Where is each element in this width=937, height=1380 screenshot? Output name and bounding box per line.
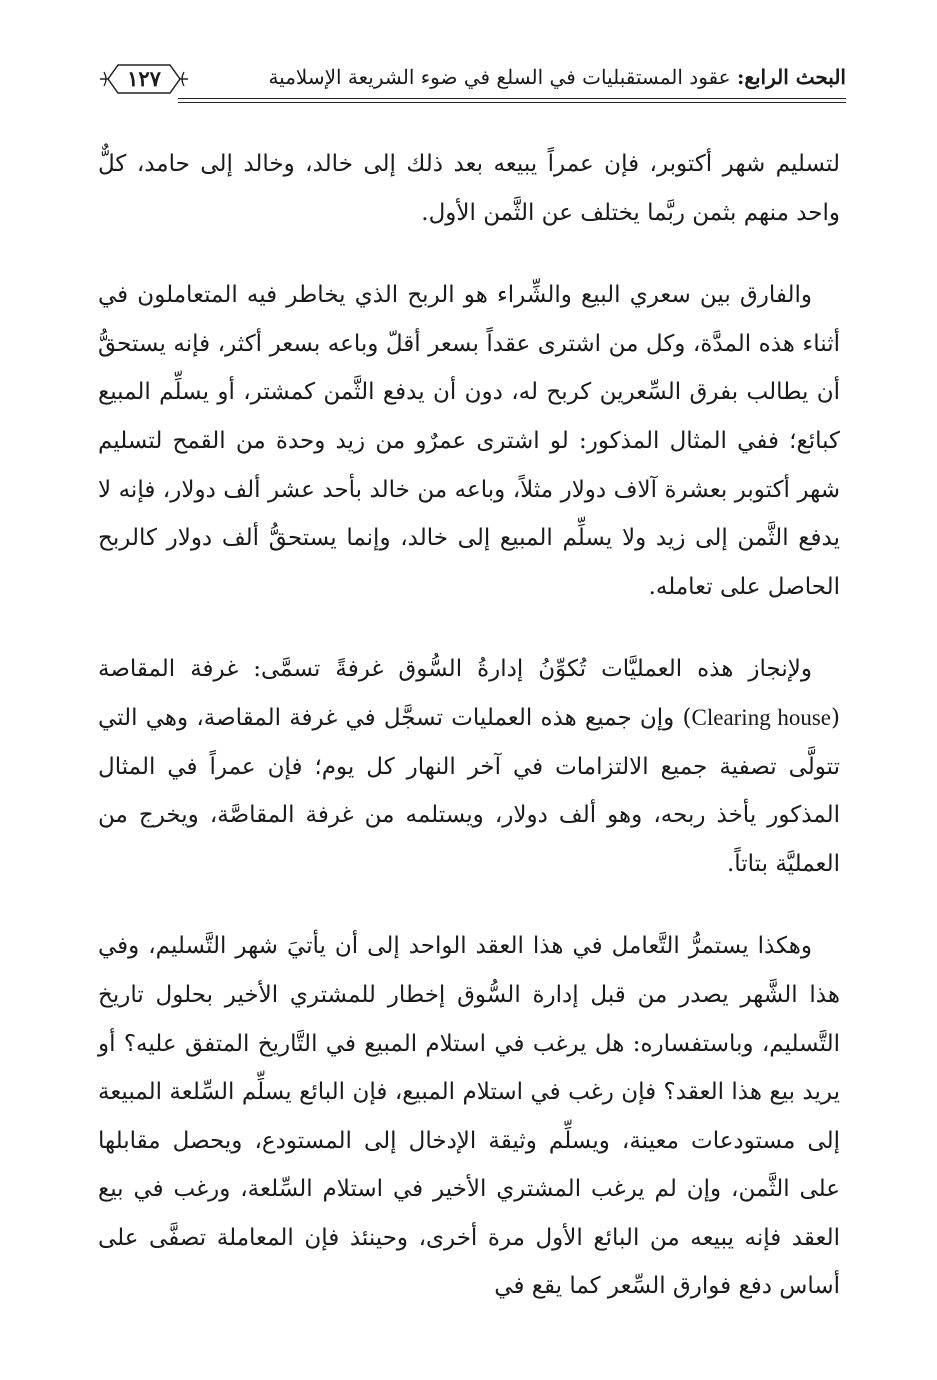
header-rule xyxy=(178,98,846,99)
paragraph-4: وهكذا يستمرُّ التَّعامل في هذا العقد الواحد إلى أن يأتيَ شهر التَّسليم، وفي هذا الشَّهر يصدر من قبل إدارة السُّوق إخطار للمشتري الأخير بحلول تاريخ التَّسليم، وباستفساره: هل يرغب في استلام المبيع في التَّاريخ المتفق عليه؟ أو يريد بيع هذا العقد؟ فإن رغب في استلام المبيع، فإن البائع يسلِّم السِّلعة المبيعة إلى مستودعات معينة، ويسلِّم وثيقة الإدخال إلى المستودع، ويحصل مقابلها على الثَّمن، وإن لم يرغب المشتري الأخير في استلام السِّلعة، ورغب في بيع العقد فإنه يبيعه من البائع الأول مرة أخرى، وحينئذ فإن المعاملة تصفَّى على أساس دفع فوارق السِّعر كما يقع في xyxy=(98,933,840,1300)
page-number-frame xyxy=(98,60,190,98)
page-header xyxy=(98,58,846,102)
body-text xyxy=(98,140,840,1345)
paragraph-2: والفارق بين سعري البيع والشِّراء هو الربح الذي يخاطر فيه المتعاملون في أثناء هذه المدَّة، وكل من اشترى عقداً بسعر أقلّ وباعه بسعر أكثر، فإنه يستحقُّ أن يطالب بفرق السِّعرين كربح له، دون أن يدفع الثَّمن كمشتر، أو يسلِّم المبيع كبائع؛ ففي المثال المذكور: لو اشترى عمرٌو من زيد وحدة من القمح لتسليم شهر أكتوبر بعشرة آلاف دولار مثلاً، وباعه من خالد بأحد عشر ألف دولار، فإنه لا يدفع الثَّمن إلى زيد ولا يسلِّم المبيع إلى خالد، وإنما يستحقُّ ألف دولار كالربح الحاصل على تعامله. xyxy=(98,282,840,600)
clearing-house-term: Clearing house xyxy=(691,704,832,730)
header-chapter-label: البحث الرابع: xyxy=(736,65,846,89)
header-rule-thin xyxy=(178,102,846,103)
running-header-title xyxy=(268,62,846,92)
paragraph-3-after: ) وإن جميع هذه العمليات تسجَّل في غرفة المقاصة، وهي التي تتولَّى تصفية جميع الالتزامات في آخر النهار كل يوم؛ فإن عمراً في المثال المذكور يأخذ ربحه، وهو ألف دولار، ويستلمه من غرفة المقاصَّة، ويخرج من العمليَّة بتاتاً. xyxy=(98,704,840,877)
page-number: ١٢٧ xyxy=(127,66,161,91)
paragraph-3-before: ولإنجاز هذه العمليَّات تُكوِّنُ إدارةُ السُّوق غرفةً تسمَّى: غرفة المقاصة ( xyxy=(98,656,841,731)
paragraph-3 xyxy=(98,645,840,888)
header-chapter-title: عقود المستقبليات في السلع في ضوء الشريعة الإسلامية xyxy=(268,65,737,89)
paragraph-1: لتسليم شهر أكتوبر، فإن عمراً يبيعه بعد ذلك إلى خالد، وخالد إلى حامد، كلٌّ واحد منهم بثمن ربَّما يختلف عن الثَّمن الأول. xyxy=(98,151,840,226)
